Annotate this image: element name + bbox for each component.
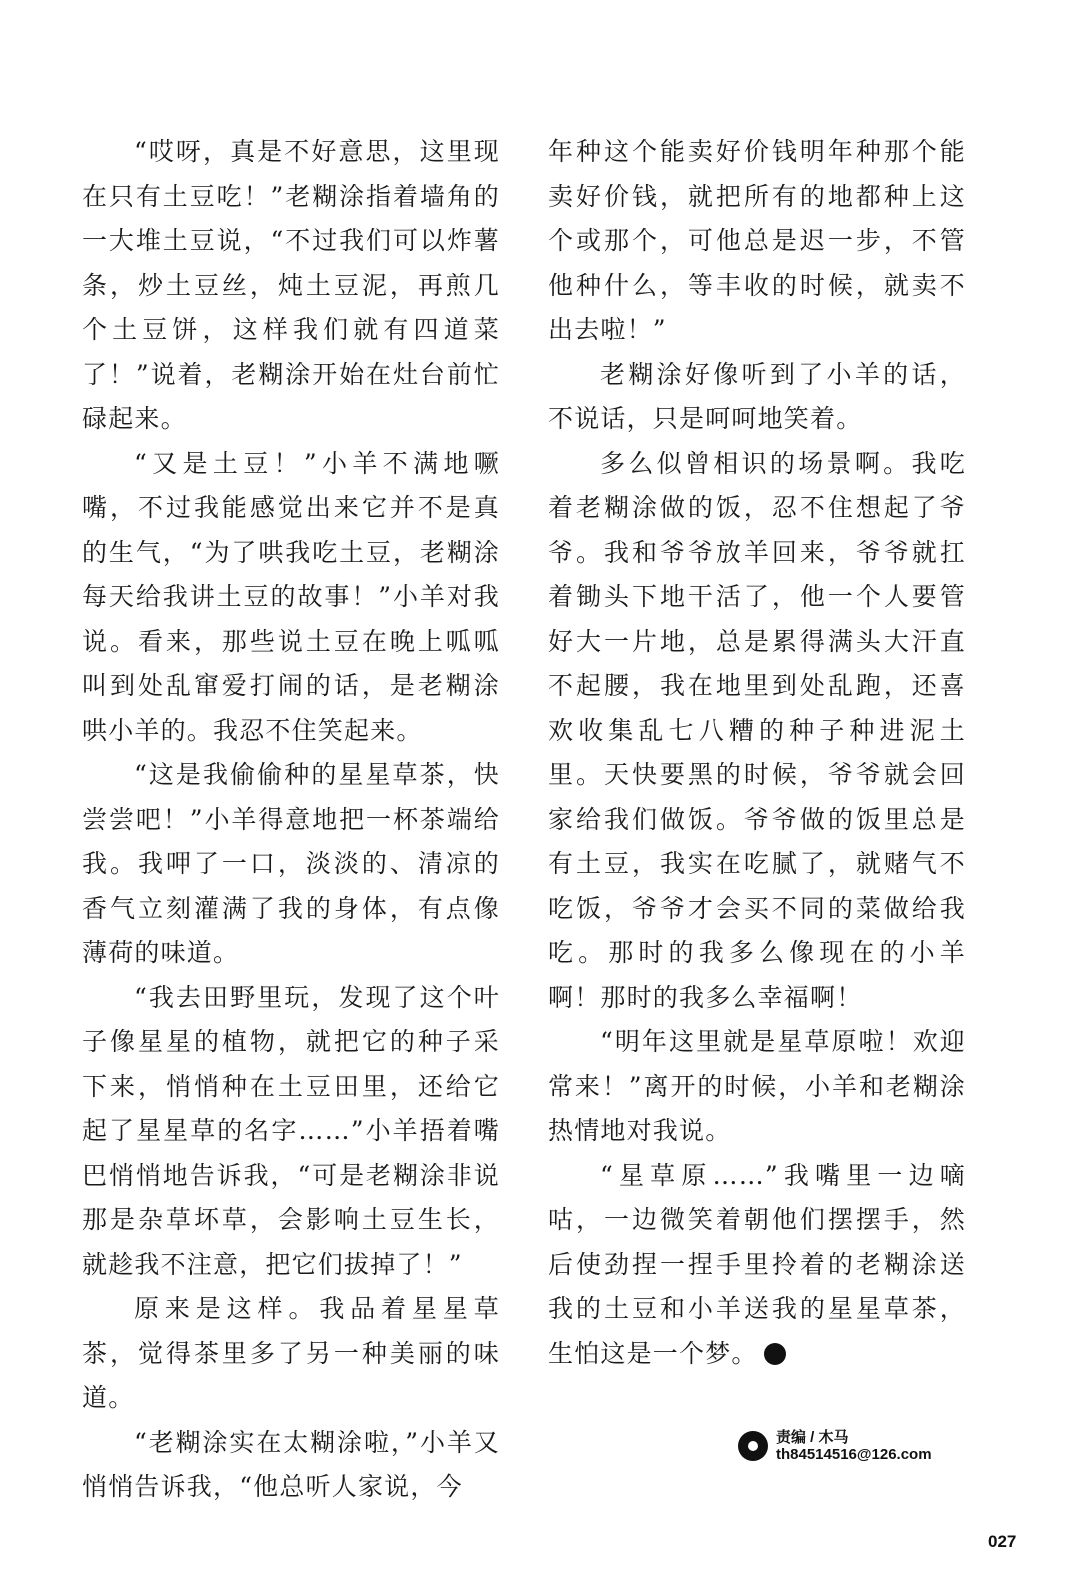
end-of-article-icon [764,1343,786,1365]
editor-credit [738,1428,932,1464]
editor-bullet-icon [738,1431,768,1461]
paragraph: 老糊涂好像听到了小羊的话，不说话，只是呵呵地笑着。 [548,359,966,433]
paragraph: “又是土豆！”小羊不满地噘嘴，不过我能感觉出来它并不是真的生气，“为了哄我吃土豆，老糊涂每天给我讲土豆的故事！”小羊对我说。看来，那些说土豆在晚上呱呱叫到处乱窜爱打闹的话，是老糊涂哄小羊的。我忍不住笑起来。 [82,448,500,745]
paragraph-final [548,1154,966,1377]
left-column [82,130,500,1510]
paragraph: “老糊涂实在太糊涂啦，”小羊又悄悄告诉我，“他总听人家说，今 [82,1427,500,1501]
paragraph: “我去田野里玩，发现了这个叶子像星星的植物，就把它的种子采下来，悄悄种在土豆田里，还给它起了星星草的名字……”小羊捂着嘴巴悄悄地告诉我，“可是老糊涂非说那是杂草坏草，会影响土豆生长，就趁我不注意，把它们拔掉了！” [82,982,500,1279]
editor-text [776,1429,932,1463]
paragraph: 原来是这样。我品着星星草茶，觉得茶里多了另一种美丽的味道。 [82,1294,500,1412]
right-column [548,130,966,1376]
paragraph: “哎呀，真是不好意思，这里现在只有土豆吃！”老糊涂指着墙角的一大堆土豆说，“不过我们可以炸薯条，炒土豆丝，炖土豆泥，再煎几个土豆饼，这样我们就有四道菜了！”说着，老糊涂开始在灶台前忙碌起来。 [82,137,500,433]
paragraph: 多么似曾相识的场景啊。我吃着老糊涂做的饭，忍不住想起了爷爷。我和爷爷放羊回来，爷爷就扛着锄头下地干活了，他一个人要管好大一片地，总是累得满头大汗直不起腰，我在地里到处乱跑，还喜欢收集乱七八糟的种子种进泥土里。天快要黑的时候，爷爷就会回家给我们做饭。爷爷做的饭里总是有土豆，我实在吃腻了，就赌气不吃饭，爷爷才会买不同的菜做给我吃。那时的我多么像现在的小羊啊！那时的我多么幸福啊！ [548,448,966,1012]
editor-label: 责编 / 木马 [776,1429,849,1446]
page-number: 027 [988,1532,1017,1551]
editor-email: th84514516@126.com [776,1446,932,1463]
paragraph: “明年这里就是星草原啦！欢迎常来！”离开的时候，小羊和老糊涂热情地对我说。 [548,1027,966,1145]
paragraph: “这是我偷偷种的星星草茶，快尝尝吧！”小羊得意地把一杯茶端给我。我呷了一口，淡淡的、清凉的香气立刻灌满了我的身体，有点像薄荷的味道。 [82,760,500,967]
final-text: “星草原……”我嘴里一边嘀咕，一边微笑着朝他们摆摆手，然后使劲捏一捏手里拎着的老糊涂送我的土豆和小羊送我的星星草茶，生怕这是一个梦。 [548,1160,966,1368]
paragraph-continued: 年种这个能卖好价钱明年种那个能卖好价钱，就把所有的地都种上这个或那个，可他总是迟一步，不管他种什么，等丰收的时候，就卖不出去啦！” [548,137,966,344]
